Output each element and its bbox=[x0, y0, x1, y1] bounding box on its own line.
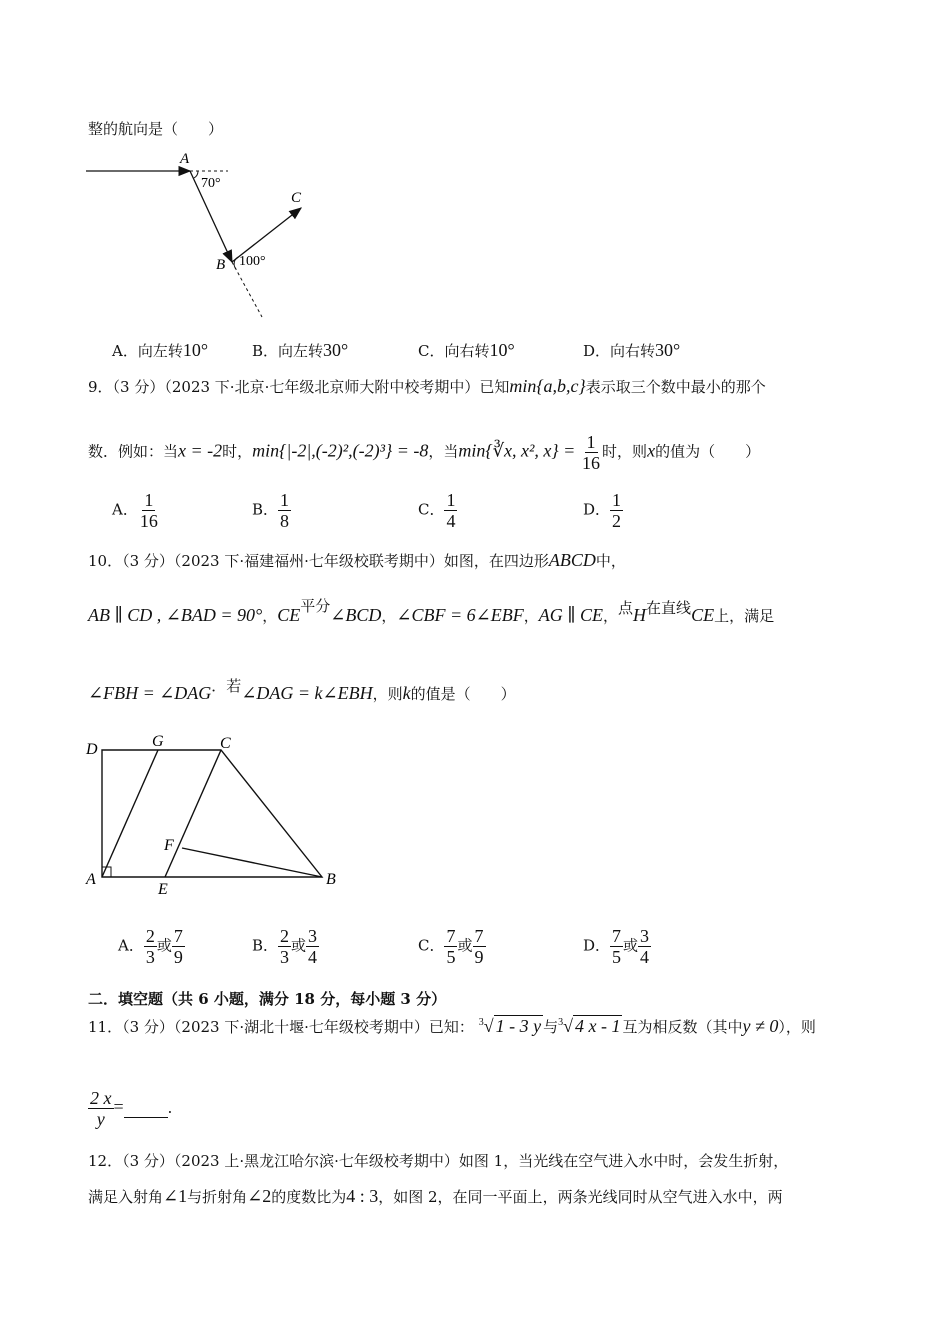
q9-option-c[interactable]: C． $\frac{1}{4}$ bbox=[418, 490, 456, 531]
q10-label-f: F bbox=[164, 837, 174, 854]
q11-line1: 11．（3 分）（2023 下·湖北十堰·七年级校考期中）已知： $^3$√ 1 - 3 y 与$^3$√ 4 x - 1 互为相反数（其中y ≠ 0），则 bbox=[88, 1016, 816, 1036]
q12-line2: 满足入射角∠1与折射角∠2的度数比为4 : 3，如图 2，在同一平面上，两条光线同时从空气进入水中，两 bbox=[88, 1186, 783, 1206]
q10-option-c[interactable]: C． $\frac{7}{5}$ 或 $\frac{7}{9}$ bbox=[418, 926, 484, 967]
q10-line2: AB ∥ CD , ∠BAD = 90°，CE平分∠BCD，∠CBF = 6∠EBF，AG ∥ CE，点H在直线CE上，满足 bbox=[88, 597, 775, 625]
q11-radical1: $^3$√ 1 - 3 y bbox=[478, 1016, 542, 1036]
q8-stem-tail: 整的航向是（ ） bbox=[88, 120, 224, 138]
q9-min-abc: min{a,b,c} bbox=[509, 376, 586, 396]
q8-label-b: B bbox=[216, 257, 226, 273]
q10-option-d[interactable]: D． $\frac{7}{5}$ 或 $\frac{3}{4}$ bbox=[583, 926, 650, 967]
q9-condition: min{∛x, x², x} = bbox=[458, 440, 576, 461]
q9-example: min{|-2|,(-2)²,(-2)³} = -8 bbox=[252, 440, 429, 461]
q9-line2: 数．例如：当x = -2时，min{|-2|,(-2)²,(-2)³} = -8，当min{∛x, x², x} = $\frac{1}{16}$ 时，则x的值为（ ） bbox=[88, 432, 761, 473]
q10-label-d: D bbox=[86, 741, 98, 758]
q10-label-b: B bbox=[326, 871, 336, 888]
q10-line-fb bbox=[182, 848, 322, 877]
q8-option-a[interactable]: A．向左转10° bbox=[112, 340, 209, 360]
q10-figure bbox=[80, 728, 350, 900]
q8-angle-100: 100° bbox=[239, 254, 266, 269]
q8-option-d[interactable]: D．向右转30° bbox=[583, 340, 681, 360]
q8-label-a: A bbox=[180, 151, 190, 167]
q8-angle-70: 70° bbox=[201, 176, 221, 191]
q10-label-c: C bbox=[220, 735, 231, 752]
q9-option-d[interactable]: D． $\frac{1}{2}$ bbox=[583, 490, 622, 531]
q10-option-b[interactable]: B． $\frac{2}{3}$ 或 $\frac{3}{4}$ bbox=[252, 926, 318, 967]
q11-radical2: $^3$√ 4 x - 1 bbox=[558, 1016, 621, 1036]
q8-dashed-ref-b bbox=[232, 262, 262, 317]
q9-option-a[interactable]: A． $\frac{1}{16}$ bbox=[112, 490, 158, 531]
q12-line1: 12．（3 分）（2023 上·黑龙江哈尔滨·七年级校考期中）如图 1，当光线在空气进入水中时，会发生折射， bbox=[88, 1152, 789, 1170]
section2-title: 二．填空题（共 6 小题，满分 18 分，每小题 3 分） bbox=[88, 990, 447, 1008]
q9-line1: 9．（3 分）（2023 下·北京·七年级北京师大附中校考期中）已知min{a,b,c}表示取三个数中最小的那个 bbox=[88, 376, 766, 396]
q10-label-g: G bbox=[152, 733, 164, 750]
q8-option-c[interactable]: C．向右转10° bbox=[418, 340, 515, 360]
q10-line1: 10．（3 分）（2023 下·福建福州·七年级校联考期中）如图，在四边形ABCD中， bbox=[88, 550, 626, 570]
q8-angle-arc-a bbox=[194, 171, 198, 178]
q8-figure bbox=[80, 145, 320, 325]
q8-label-c: C bbox=[291, 190, 302, 206]
q11-answer-blank[interactable] bbox=[124, 1099, 168, 1118]
q11-line2: $\frac{2 x}{y}$ = ． bbox=[90, 1088, 183, 1129]
q8-angle-arc-b bbox=[234, 257, 238, 269]
q9-option-b[interactable]: B． $\frac{1}{8}$ bbox=[252, 490, 290, 531]
q10-line-ag bbox=[102, 750, 158, 877]
q10-label-a: A bbox=[86, 871, 96, 888]
q8-option-b[interactable]: B．向左转30° bbox=[252, 340, 349, 360]
q10-option-a[interactable]: A． $\frac{2}{3}$ 或 $\frac{7}{9}$ bbox=[118, 926, 183, 967]
q10-label-e: E bbox=[158, 881, 168, 898]
q10-line3: ∠FBH = ∠DAG．若∠DAG = k∠EBH，则k的值是（ ） bbox=[88, 677, 516, 703]
q10-line-ce bbox=[165, 750, 221, 877]
